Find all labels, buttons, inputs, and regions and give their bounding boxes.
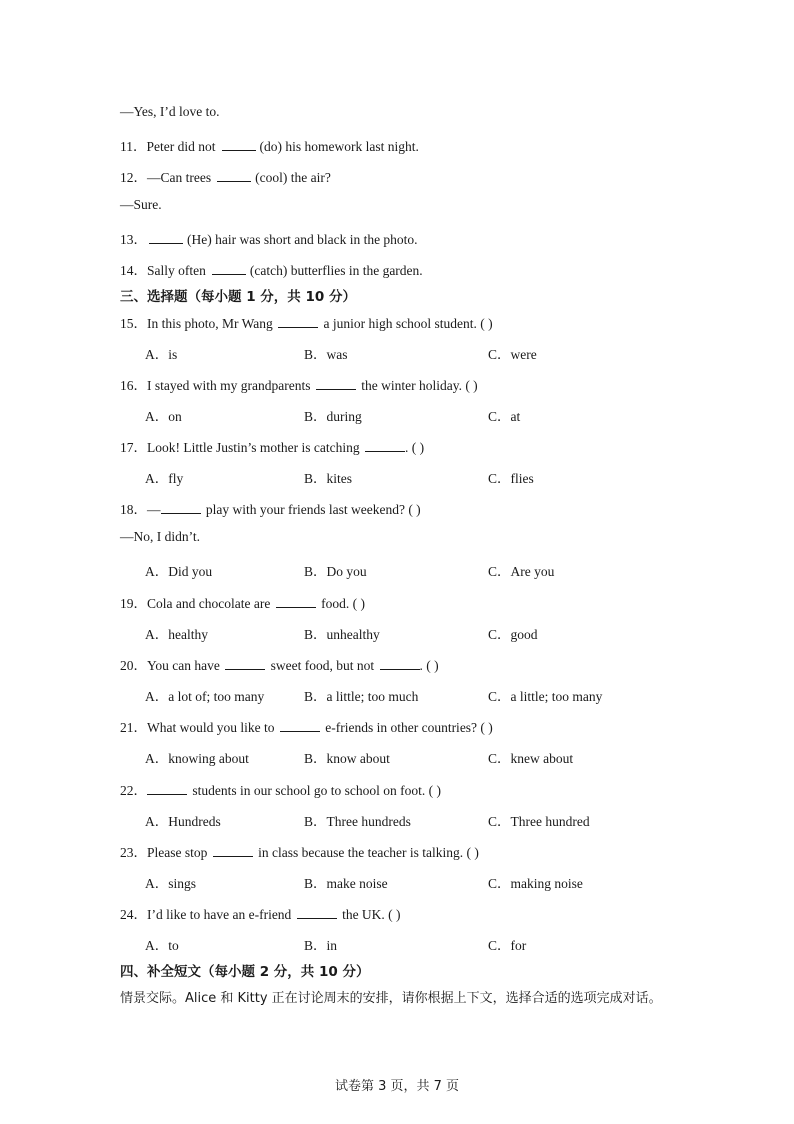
question-text-post: food. ( ) xyxy=(321,596,365,611)
question-text-pre: In this photo, Mr Wang xyxy=(147,316,273,331)
question-text-pre: — xyxy=(147,502,161,517)
option-a[interactable]: A．sings xyxy=(145,876,197,891)
question-text-pre: Look! Little Justin’s mother is catching xyxy=(147,440,360,455)
answer-blank[interactable] xyxy=(212,262,246,275)
question-text-post: e-friends in other countries? ( ) xyxy=(325,720,493,735)
option-b[interactable]: B．a little; too much xyxy=(304,689,419,704)
option-a[interactable]: A．healthy xyxy=(145,627,208,642)
question-23 xyxy=(120,841,479,861)
option-c[interactable]: C．knew about xyxy=(488,751,574,766)
option-c[interactable]: C．flies xyxy=(488,471,534,486)
option-a[interactable]: A．on xyxy=(145,409,182,424)
option-a[interactable]: A．fly xyxy=(145,471,184,486)
option-a[interactable]: A．a lot of; too many xyxy=(145,689,265,704)
section-heading-multiple-choice: 三、选择题（每小题 1 分，共 10 分） xyxy=(120,289,356,305)
dialogue-line-sure: —Sure. xyxy=(120,197,162,212)
question-20 xyxy=(120,654,439,674)
question-text-post: in class because the teacher is talking. ( ) xyxy=(258,845,479,860)
question-12 xyxy=(120,166,331,186)
question-text-pre: Sally often xyxy=(147,263,206,278)
dialogue-line-no: —No, I didn’t. xyxy=(120,529,200,544)
question-number: 13． xyxy=(120,232,147,247)
option-c[interactable]: C．good xyxy=(488,627,538,642)
dialogue-line-yes: —Yes, I’d love to. xyxy=(120,104,220,119)
answer-blank[interactable] xyxy=(297,906,337,919)
question-number: 23． xyxy=(120,845,147,860)
question-text-pre: You can have xyxy=(147,658,220,673)
question-text-post: a junior high school student. ( ) xyxy=(323,316,493,331)
answer-blank[interactable] xyxy=(225,657,265,670)
section-intro: 情景交际。Alice 和 Kitty 正在讨论周末的安排，请你根据上下文，选择合适的选项完成对话。 xyxy=(120,991,662,1006)
option-c[interactable]: C．were xyxy=(488,347,537,362)
option-c[interactable]: C．for xyxy=(488,938,527,953)
question-text-post: (do) his homework last night. xyxy=(259,139,419,154)
question-number: 15． xyxy=(120,316,147,331)
question-text-pre: Cola and chocolate are xyxy=(147,596,271,611)
answer-blank[interactable] xyxy=(380,657,420,670)
question-number: 16． xyxy=(120,378,147,393)
answer-blank[interactable] xyxy=(149,231,183,244)
question-21 xyxy=(120,716,493,736)
question-17 xyxy=(120,436,424,456)
option-c[interactable]: C．Are you xyxy=(488,564,555,579)
question-text-pre: Please stop xyxy=(147,845,208,860)
question-18 xyxy=(120,498,421,518)
option-a[interactable]: A．to xyxy=(145,938,179,953)
question-number: 20． xyxy=(120,658,147,673)
option-b[interactable]: B．Three hundreds xyxy=(304,814,411,829)
option-b[interactable]: B．know about xyxy=(304,751,390,766)
question-16 xyxy=(120,374,478,394)
question-number: 22． xyxy=(120,783,147,798)
question-text-post: . ( ) xyxy=(404,440,425,455)
option-b[interactable]: B．unhealthy xyxy=(304,627,380,642)
option-c[interactable]: C．Three hundred xyxy=(488,814,590,829)
question-text-pre: I stayed with my grandparents xyxy=(147,378,311,393)
question-13 xyxy=(120,228,418,248)
option-b[interactable]: B．kites xyxy=(304,471,353,486)
question-22 xyxy=(120,779,441,799)
option-b[interactable]: B．during xyxy=(304,409,362,424)
answer-blank[interactable] xyxy=(147,782,187,795)
question-text-pre: What would you like to xyxy=(147,720,275,735)
answer-blank[interactable] xyxy=(217,169,251,182)
question-11 xyxy=(120,135,419,155)
question-text-post: (He) hair was short and black in the photo. xyxy=(187,232,418,247)
question-text-post: (catch) butterflies in the garden. xyxy=(249,263,423,278)
question-number: 17． xyxy=(120,440,147,455)
answer-blank[interactable] xyxy=(280,719,320,732)
option-b[interactable]: B．was xyxy=(304,347,348,362)
question-19 xyxy=(120,592,365,612)
page-footer: 试卷第 3 页，共 7 页 xyxy=(334,1079,460,1094)
question-text-post: the UK. ( ) xyxy=(342,907,401,922)
question-15 xyxy=(120,312,493,332)
option-c[interactable]: C．at xyxy=(488,409,521,424)
option-b[interactable]: B．in xyxy=(304,938,338,953)
answer-blank[interactable] xyxy=(365,439,405,452)
answer-blank[interactable] xyxy=(222,138,256,151)
section-heading-cloze: 四、补全短文（每小题 2 分，共 10 分） xyxy=(120,964,370,980)
question-number: 12． xyxy=(120,170,147,185)
question-text-pre: —Can trees xyxy=(147,170,212,185)
answer-blank[interactable] xyxy=(213,844,253,857)
question-text-post: (cool) the air? xyxy=(255,170,331,185)
question-text-post: students in our school go to school on foot. ( ) xyxy=(192,783,441,798)
option-a[interactable]: A．knowing about xyxy=(145,751,249,766)
answer-blank[interactable] xyxy=(161,501,201,514)
option-a[interactable]: A．Hundreds xyxy=(145,814,221,829)
option-c[interactable]: C．a little; too many xyxy=(488,689,603,704)
answer-blank[interactable] xyxy=(276,595,316,608)
question-text-pre: I’d like to have an e-friend xyxy=(147,907,292,922)
question-14 xyxy=(120,259,423,279)
question-text-post: . ( ) xyxy=(419,658,439,673)
option-b[interactable]: B．Do you xyxy=(304,564,367,579)
option-b[interactable]: B．make noise xyxy=(304,876,388,891)
option-c[interactable]: C．making noise xyxy=(488,876,583,891)
question-number: 14． xyxy=(120,263,147,278)
question-number: 24． xyxy=(120,907,147,922)
question-24 xyxy=(120,903,401,923)
question-text-post: play with your friends last weekend? ( ) xyxy=(205,502,421,517)
question-number: 18． xyxy=(120,502,147,517)
answer-blank[interactable] xyxy=(278,315,318,328)
question-number: 11． xyxy=(120,139,147,154)
question-number: 19． xyxy=(120,596,147,611)
option-a[interactable]: A．Did you xyxy=(145,564,213,579)
question-text-mid: sweet food, but not xyxy=(270,658,375,673)
answer-blank[interactable] xyxy=(316,377,356,390)
question-number: 21． xyxy=(120,720,147,735)
question-text-pre: Peter did not xyxy=(146,139,216,154)
option-a[interactable]: A．is xyxy=(145,347,178,362)
question-text-post: the winter holiday. ( ) xyxy=(361,378,478,393)
